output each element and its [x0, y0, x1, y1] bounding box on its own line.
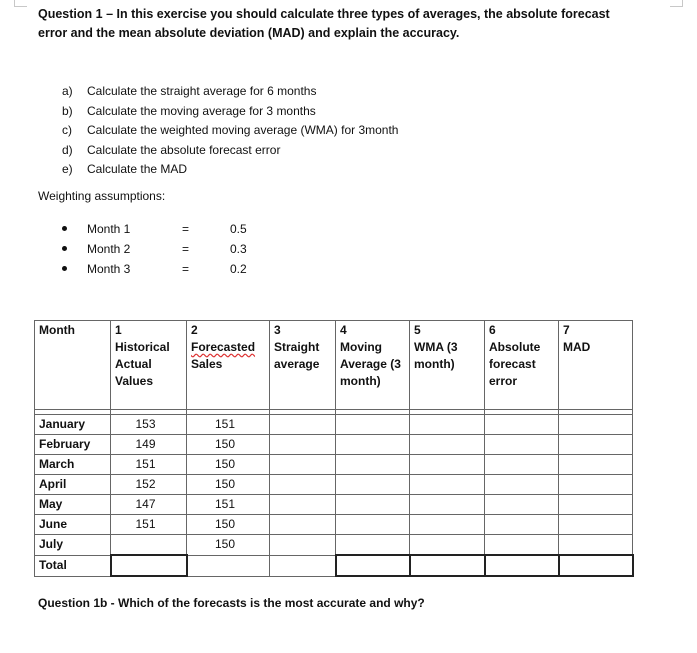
- column-number: 5: [414, 323, 421, 337]
- forecast-value-cell: 150: [187, 435, 270, 455]
- answer-cell[interactable]: [559, 455, 633, 475]
- table-header-row: [35, 321, 633, 410]
- answer-cell[interactable]: [270, 515, 336, 535]
- forecast-value-cell: 150: [187, 515, 270, 535]
- total-answer-cell[interactable]: [410, 555, 485, 576]
- column-label: Straight average: [274, 340, 320, 371]
- answer-cell[interactable]: [410, 535, 485, 556]
- task-item: [62, 102, 398, 122]
- weight-item: [62, 259, 262, 279]
- answer-cell[interactable]: [559, 435, 633, 455]
- task-letter: e): [62, 162, 73, 176]
- answer-cell[interactable]: [336, 415, 410, 435]
- weight-value: 0.3: [230, 242, 247, 256]
- month-header: Month: [35, 321, 111, 410]
- forecast-value-cell: 150: [187, 535, 270, 556]
- table-row: [35, 515, 633, 535]
- forecast-value-cell: 150: [187, 475, 270, 495]
- task-text: Calculate the straight average for 6 months: [87, 84, 317, 98]
- table-row: [35, 435, 633, 455]
- weight-month: Month 3: [87, 262, 131, 276]
- table-row: [35, 535, 633, 556]
- task-list: [62, 82, 398, 180]
- weight-equals: =: [182, 262, 190, 276]
- answer-cell[interactable]: [270, 535, 336, 556]
- actual-value-cell: 152: [111, 475, 187, 495]
- column-header: [559, 321, 633, 410]
- heading-line-2: error and the mean absolute deviation (MAD) and explain the accuracy.: [38, 26, 460, 40]
- column-label: Moving Average (3 month): [340, 340, 401, 388]
- month-cell: July: [35, 535, 111, 556]
- weight-value: 0.5: [230, 222, 247, 236]
- answer-cell[interactable]: [410, 415, 485, 435]
- task-text: Calculate the weighted moving average (WMA) for 3month: [87, 123, 399, 137]
- answer-cell[interactable]: [270, 495, 336, 515]
- answer-cell[interactable]: [559, 415, 633, 435]
- weight-month: Month 1: [87, 222, 131, 236]
- page-corner-left: [14, 0, 27, 7]
- actual-value-cell: 149: [111, 435, 187, 455]
- column-header: [270, 321, 336, 410]
- answer-cell[interactable]: [410, 455, 485, 475]
- column-number: 6: [489, 323, 496, 337]
- task-letter: c): [62, 123, 72, 137]
- bullet-icon: [62, 246, 67, 251]
- answer-cell[interactable]: [410, 475, 485, 495]
- weight-value: 0.2: [230, 262, 247, 276]
- actual-value-cell: [111, 535, 187, 556]
- month-cell: June: [35, 515, 111, 535]
- actual-value-cell: 153: [111, 415, 187, 435]
- column-label: Forecasted Sales: [191, 340, 256, 371]
- answer-cell[interactable]: [336, 435, 410, 455]
- task-item: [62, 82, 398, 102]
- month-cell: May: [35, 495, 111, 515]
- answer-cell[interactable]: [270, 435, 336, 455]
- sales-table: [34, 320, 634, 577]
- column-number: 4: [340, 323, 347, 337]
- answer-cell[interactable]: [559, 475, 633, 495]
- month-cell: February: [35, 435, 111, 455]
- answer-cell[interactable]: [410, 515, 485, 535]
- total-label: Total: [35, 555, 111, 576]
- task-item: [62, 141, 398, 161]
- actual-value-cell: 151: [111, 515, 187, 535]
- answer-cell[interactable]: [485, 475, 559, 495]
- column-number: 2: [191, 323, 198, 337]
- task-item: [62, 121, 398, 141]
- table-row: [35, 455, 633, 475]
- question-1-heading: [38, 5, 658, 43]
- total-empty-cell: [270, 555, 336, 576]
- total-row: [35, 555, 633, 576]
- task-letter: d): [62, 142, 73, 157]
- answer-cell[interactable]: [336, 455, 410, 475]
- weighting-label: Weighting assumptions:: [38, 189, 166, 203]
- column-label: MAD: [563, 340, 591, 354]
- weight-month: Month 2: [87, 242, 131, 256]
- column-label: Absolute forecast error: [489, 340, 541, 388]
- page-corner-right: [670, 0, 683, 7]
- answer-cell[interactable]: [485, 535, 559, 556]
- actual-value-cell: 147: [111, 495, 187, 515]
- heading-line-1: Question 1 – In this exercise you should calculate three types of averages, the absolute forecast: [38, 7, 610, 21]
- answer-cell[interactable]: [559, 495, 633, 515]
- column-header: [111, 321, 187, 410]
- weight-equals: =: [182, 242, 190, 256]
- answer-cell[interactable]: [270, 415, 336, 435]
- weight-equals: =: [182, 222, 190, 236]
- answer-cell[interactable]: [336, 495, 410, 515]
- forecast-value-cell: 150: [187, 455, 270, 475]
- table-row: [35, 495, 633, 515]
- answer-cell[interactable]: [410, 495, 485, 515]
- forecast-value-cell: 151: [187, 495, 270, 515]
- answer-cell[interactable]: [336, 515, 410, 535]
- answer-cell[interactable]: [485, 515, 559, 535]
- column-header: [485, 321, 559, 410]
- total-answer-cell[interactable]: [559, 555, 633, 576]
- column-number: 3: [274, 323, 281, 337]
- table-row: [35, 415, 633, 435]
- weight-item: [62, 239, 262, 259]
- actual-value-cell: 151: [111, 455, 187, 475]
- answer-cell[interactable]: [410, 435, 485, 455]
- column-header: [410, 321, 485, 410]
- total-answer-cell[interactable]: [485, 555, 559, 576]
- task-text: Calculate the MAD: [87, 162, 188, 176]
- month-cell: January: [35, 415, 111, 435]
- total-answer-cell[interactable]: [111, 555, 187, 576]
- weighting-list: [62, 219, 262, 279]
- question-1b: Question 1b - Which of the forecasts is the most accurate and why?: [38, 596, 425, 610]
- task-item: [62, 160, 398, 180]
- answer-cell[interactable]: [485, 455, 559, 475]
- table-row: [35, 475, 633, 495]
- bullet-icon: [62, 266, 67, 271]
- bullet-icon: [62, 226, 67, 231]
- answer-cell[interactable]: [559, 515, 633, 535]
- forecast-value-cell: 151: [187, 415, 270, 435]
- answer-cell[interactable]: [270, 475, 336, 495]
- answer-cell[interactable]: [336, 535, 410, 556]
- answer-cell[interactable]: [336, 475, 410, 495]
- answer-cell[interactable]: [559, 535, 633, 556]
- answer-cell[interactable]: [270, 455, 336, 475]
- column-number: 7: [563, 323, 570, 337]
- answer-cell[interactable]: [485, 415, 559, 435]
- month-cell: March: [35, 455, 111, 475]
- column-label: Historical Actual Values: [115, 340, 170, 388]
- task-text: Calculate the absolute forecast error: [87, 142, 281, 157]
- answer-cell[interactable]: [485, 495, 559, 515]
- weight-item: [62, 219, 262, 239]
- column-label: WMA (3 month): [414, 340, 458, 371]
- task-letter: b): [62, 103, 73, 118]
- answer-cell[interactable]: [485, 435, 559, 455]
- month-cell: April: [35, 475, 111, 495]
- total-answer-cell[interactable]: [336, 555, 410, 576]
- task-text: Calculate the moving average for 3 months: [87, 103, 316, 118]
- column-header: [336, 321, 410, 410]
- column-header: [187, 321, 270, 410]
- total-empty-cell: [187, 555, 270, 576]
- column-number: 1: [115, 323, 122, 337]
- task-letter: a): [62, 84, 73, 98]
